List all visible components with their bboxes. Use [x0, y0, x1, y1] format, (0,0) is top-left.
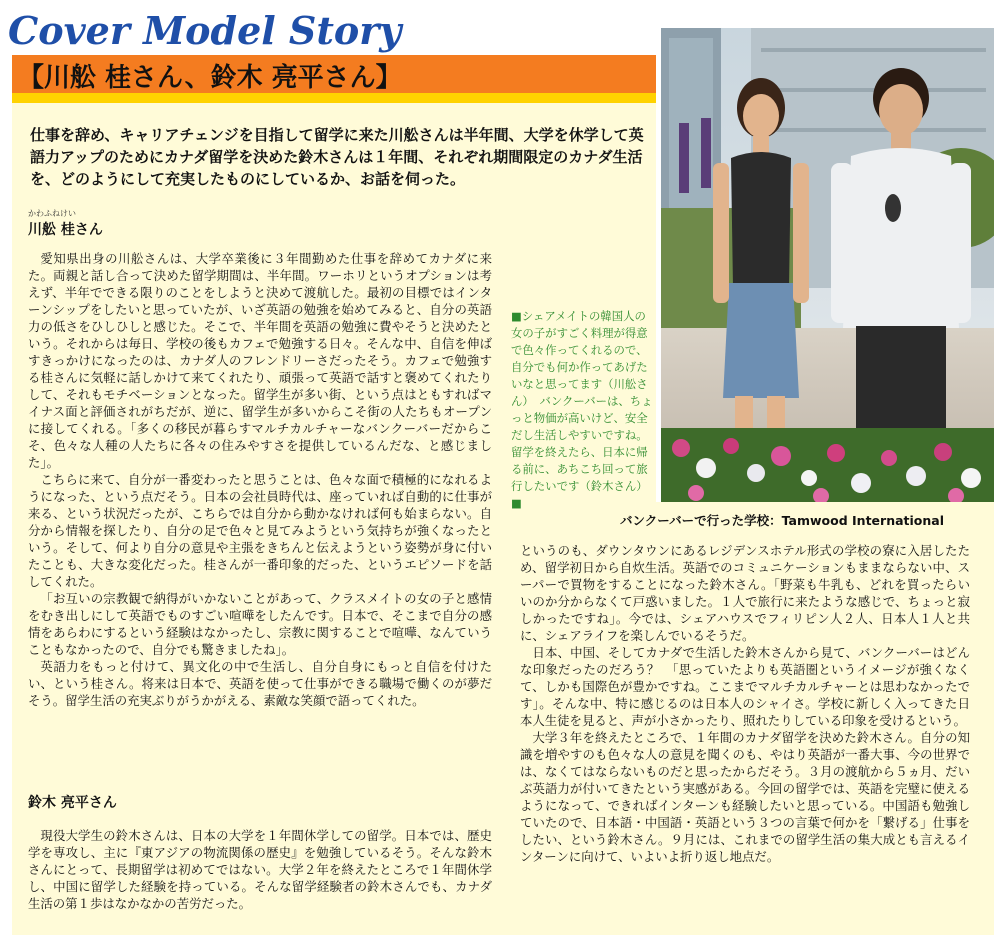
photo-caption: ■シェアメイトの韓国人の女の子がすごく料理が得意で色々作ってくれるので、自分でも何か作ってあげたいなと思ってます（川舩さん） バンクーバーは、ちょっと物価が高いけど、安全だし生活しやすいですね。留学を終えたら、日本に帰る前に、あちこち回って旅行したいです（鈴木さん）■ — [511, 309, 653, 510]
paragraph: こちらに来て、自分が一番変わったと思うことは、色々な面で積極的になれるようになった、という点だそう。日本の会社員時代は、座っていれば自動的に仕事が来る、という状況だったが、こちらでは自分から動かなければ何も始まらない。自分から情報を探したり、自分の足で色々と見てみようという気持ちが強くなったという。そして、何より自分の意見や主張をきちんと伝えようという姿勢が身に付いたことも、大きな変化だった。桂さんが一番印象的だった、というエピソードを話してくれた。 — [28, 472, 492, 589]
paragraph: 英語力をもっと付けて、異文化の中で生活し、自分自身にもっと自信を付けたい、という桂さん。将来は日本で、英語を使って仕事ができる職場で働くのが夢だそう。留学生活の充実ぶりがうかがえる、素敵な笑顔で語ってくれた。 — [28, 659, 492, 708]
section-heading-kawafune: 川舩 桂さん — [28, 222, 103, 238]
paragraph: 「お互いの宗教観で納得がいかないことがあって、クラスメイトの女の子と感情をむき出しにして英語でものすごい喧嘩をしたんです。日本で、そこまで自分の感情をあらわにするという経験はなかったし、宗教に関することで喧嘩、なんていうこともなかったので、自分でも驚きましたね」。 — [28, 591, 492, 657]
paragraph: 現役大学生の鈴木さんは、日本の大学を１年間休学しての留学。日本では、歴史学を専攻し、主に『東アジアの物流関係の歴史』を勉強しているそう。そんな鈴木さんにとって、長期留学は初めてではない。大学２年を終えたところで１年間休学し、中国に留学した経験を持っている。そんな留学経験者の鈴木さんでも、カナダ生活の第１歩はなかなかの苦労だった。 — [28, 828, 492, 911]
section-body-kawafune — [28, 250, 492, 709]
right-column-body — [520, 542, 970, 865]
article-lead: 仕事を辞め、キャリアチェンジを目指して留学に来た川舩さんは半年間、大学を休学して英語力アップのためにカナダ留学を決めた鈴木さんは１年間、それぞれ期間限定のカナダ生活を、どのようにして充実したものにしているか、お話を伺った。 — [30, 126, 644, 188]
title-bar-accent — [12, 93, 656, 103]
paragraph: 大学３年を終えたところで、１年間のカナダ留学を決めた鈴木さん。自分の知識を増やすのも色々な人の意見を聞くのも、やはり英語が一番大事、今の世界では、なくてはならないものだと思ったからだそう。３月の渡航から５ヵ月、だいぶ英語力が付いてきたという実感がある。今回の留学では、英語を完璧に使えるようになって、できればインターンも経験したいと思っている。中国語も勉強していたので、日本語・中国語・英語という３つの言葉で何かを「繋げる」仕事をしたい、という鈴木さん。９月には、これまでの留学生活の集大成とも言えるインターンに向けて、いよいよ折り返し地点だ。 — [520, 730, 970, 864]
magazine-section-logo: Cover Model Story — [8, 8, 402, 53]
paragraph: 日本、中国、そしてカナダで生活した鈴木さんから見て、バンクーバーはどんな印象だったのだろう？ 「思っていたよりも英語圏というイメージが強くなくて、しかも国際色が豊かですね。ここまでマルチカルチャーとは思わなかったです」。そんな中、特に感じるのは日本人のシャイさ。学校に新しく入ってきた日本人生徒を見ると、声が小さかったり、照れたりしている印象を受けるという。 — [520, 645, 970, 728]
cover-models-photo — [661, 28, 994, 502]
school-info: バンクーバーで行った学校：Tamwood International — [620, 513, 944, 528]
section-body-suzuki — [28, 827, 492, 912]
section-heading-suzuki: 鈴木 亮平さん — [28, 795, 117, 811]
article-title: 【川舩 桂さん、鈴木 亮平さん】 — [18, 63, 402, 93]
paragraph: というのも、ダウンタウンにあるレジデンスホテル形式の学校の寮に入居したため、留学初日から自炊生活。英語でのコミュニケーションもままならない中、スーパーで買物をすることになった鈴木さん。「野菜も牛乳も、どれを買ったらいいのか分からなくて戸惑いました。１人で旅行に来たような感じで、ちょっと寂しかったですね」。今では、シェアハウスでフィリピン人２人、日本人１人と共に、シェアライフを楽しんでいるそうだ。 — [520, 543, 970, 643]
flower-bed — [661, 428, 994, 502]
paragraph: 愛知県出身の川舩さんは、大学卒業後に３年間勤めた仕事を辞めてカナダに来た。両親と話し合って決めた留学期間は、半年間。ワーホリというオプションは考えず、半年でできる限りのことをしようと決めて渡航した。最初の目標ではインターンシップをしたいと思っていたが、いざ英語の勉強を始めてみると、自分の英語力の低さをひしひしと感じた。そこで、半年間を英語の勉強に費やそうと決めたという。それからは毎日、学校の後もカフェで勉強する日々。そんな中、自信を伸ばすきっかけになったのは、カナダ人のフレンドリーさだったそう。カフェで勉強する桂さんに気軽に話しかけて来てくれたり、頑張って英語で話すと褒めてくれたりして、それもモチベーションとなった。留学生が多い街、という点はともすればマイナス面と評価されがちだが、逆に、留学生が多いからこそ街の人たちもオープンに接してくれる。「多くの移民が暮らすマルチカルチャーなバンクーバーだからこそ、色々な人種の人たちに各々の住みやすさを提供しているんだな、と感じました」。 — [28, 251, 492, 470]
name-furigana: かわふねけい — [28, 209, 76, 218]
